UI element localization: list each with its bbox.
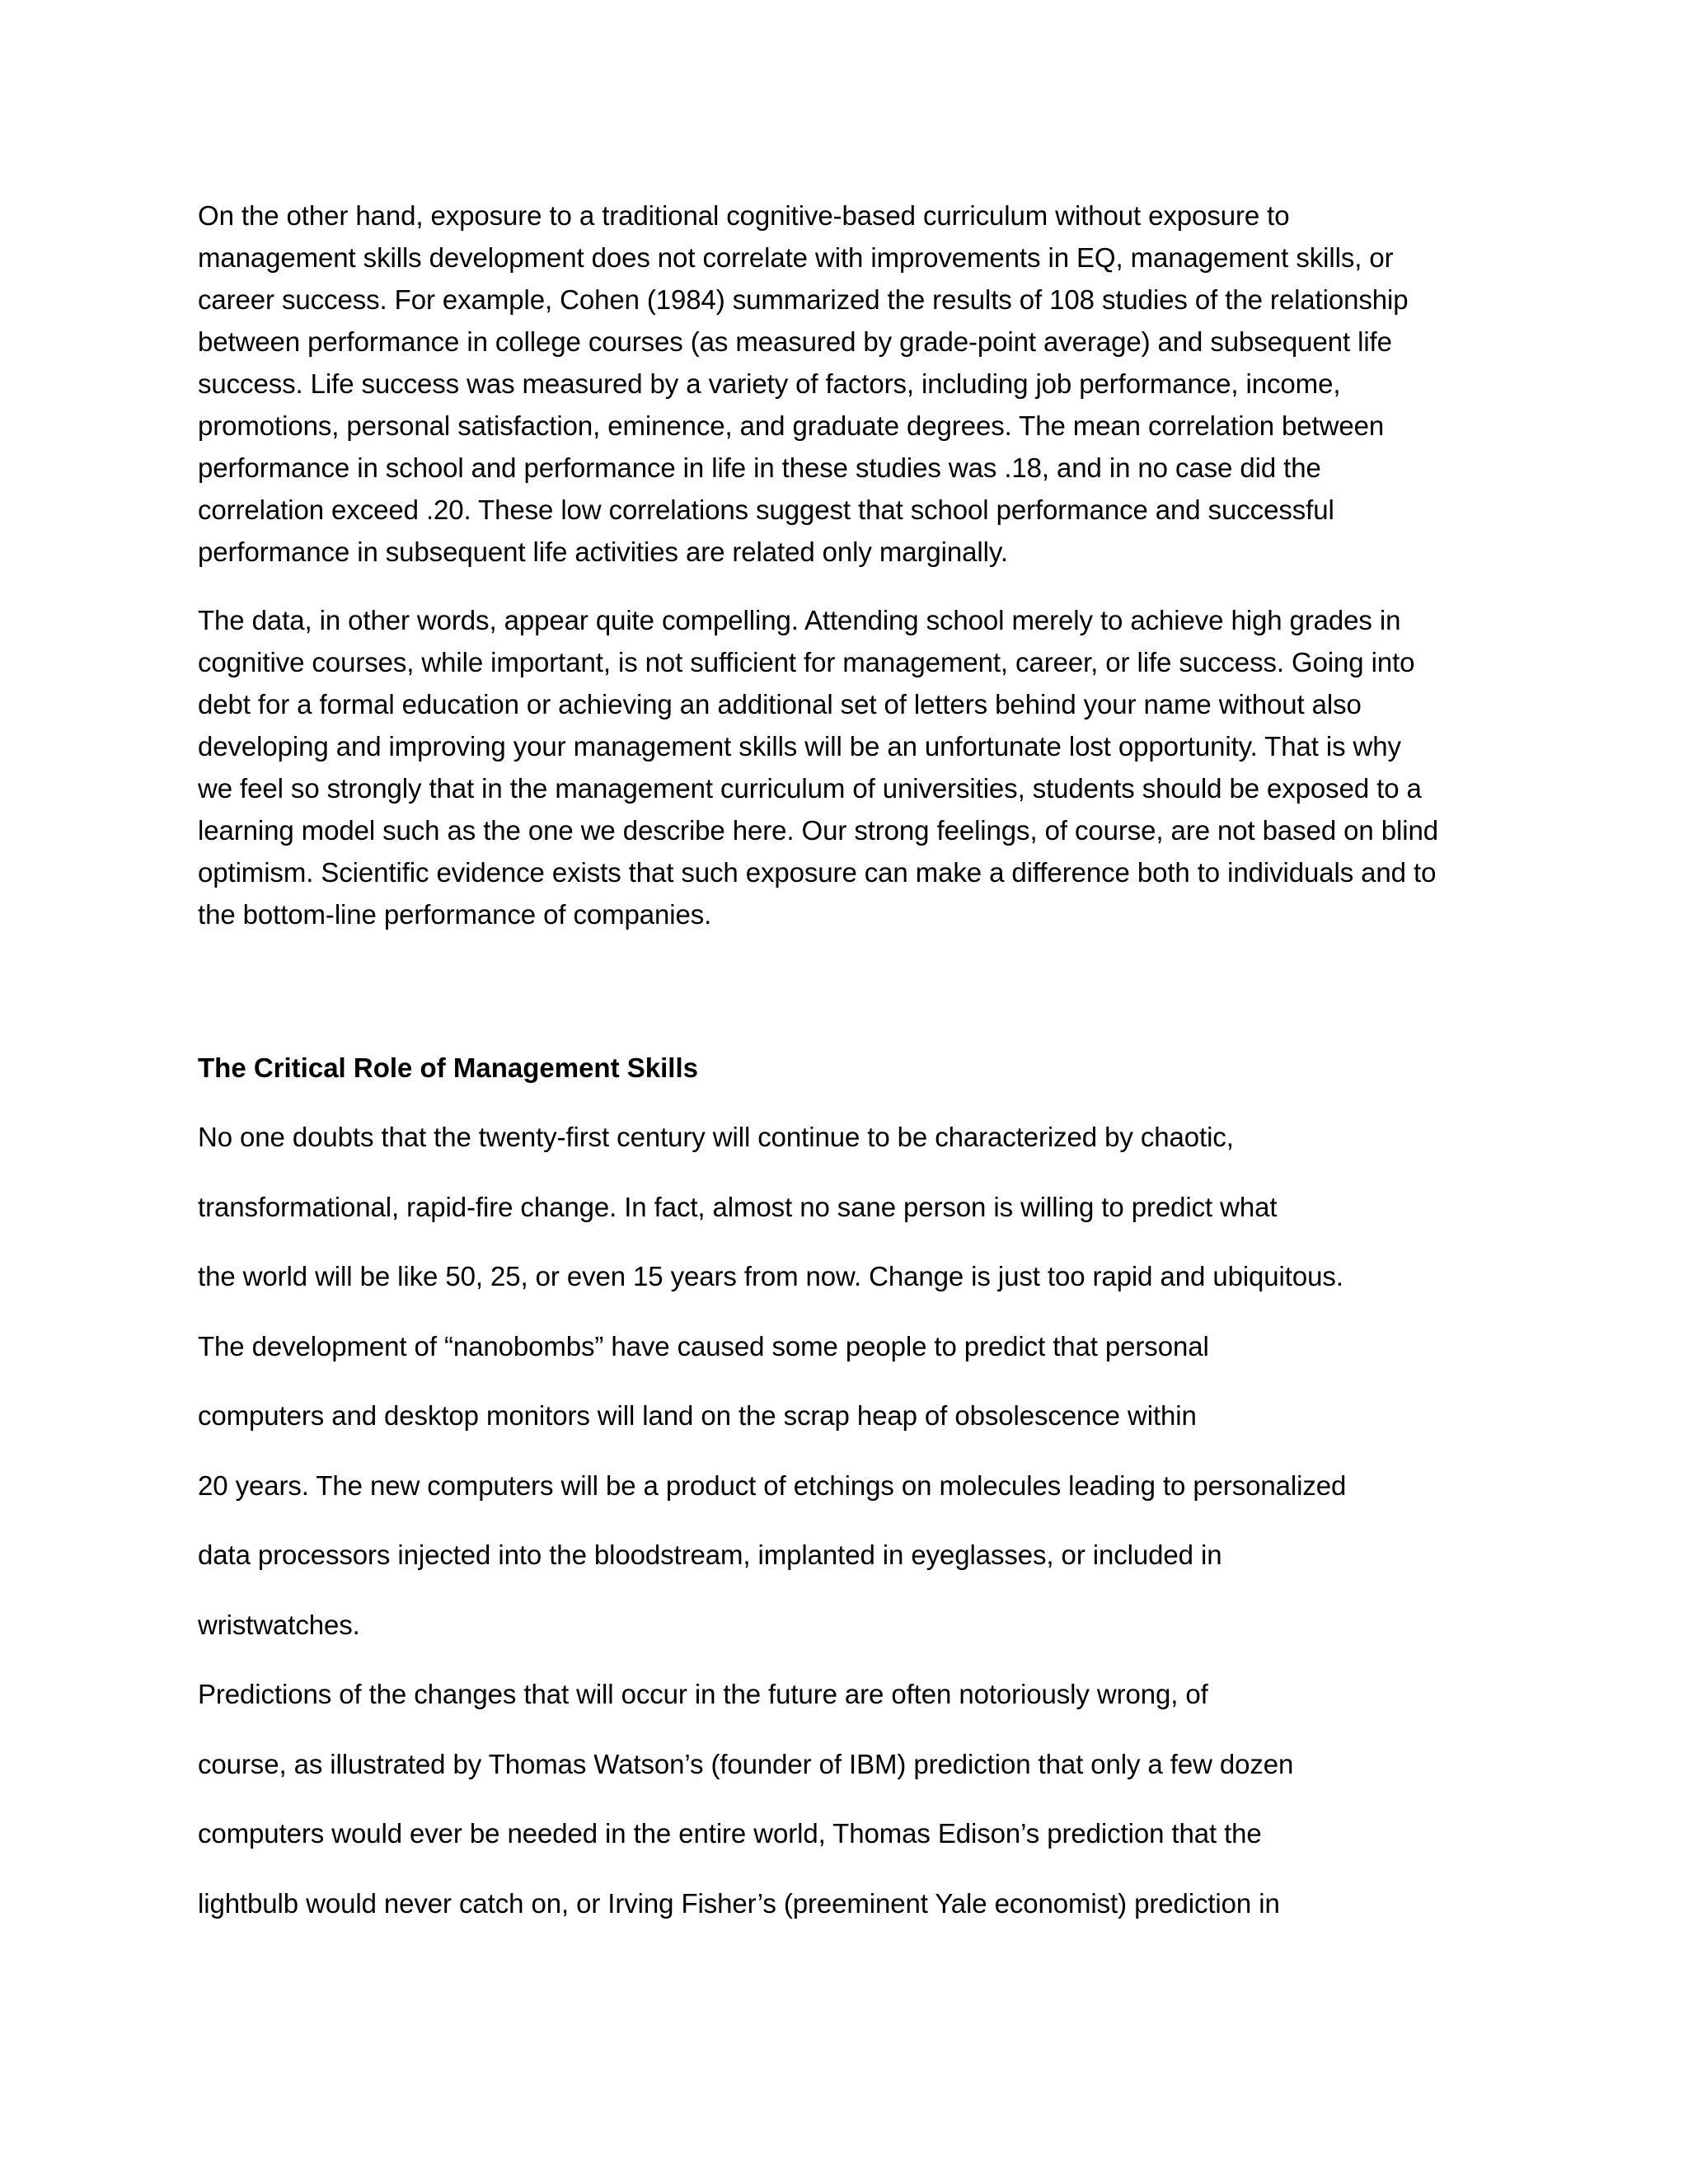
paragraph-line: transformational, rapid-fire change. In fact, almost no sane person is willing to predict what [198, 1191, 1278, 1222]
paragraph-line: debt for a formal education or achieving an additional set of letters behind your name without also [198, 689, 1362, 719]
paragraph-line: No one doubts that the twenty-first century will continue to be characterized by chaotic, [198, 1122, 1234, 1152]
paragraph-line: The data, in other words, appear quite compelling. Attending school merely to achieve high grades in [198, 605, 1401, 635]
paragraph-line: correlation exceed .20. These low correlations suggest that school performance and successful [198, 494, 1334, 525]
paragraph-line: course, as illustrated by Thomas Watson’s (founder of IBM) prediction that only a few dozen [198, 1748, 1294, 1779]
paragraph-line: On the other hand, exposure to a traditional cognitive-based curriculum without exposure to [198, 200, 1290, 231]
paragraph-line: we feel so strongly that in the management curriculum of universities, students should be exposed to a [198, 773, 1422, 804]
paragraph-data-compelling [198, 599, 1517, 935]
paragraph-line: learning model such as the one we describe here. Our strong feelings, of course, are not based on blind [198, 815, 1438, 846]
paragraph-line: cognitive courses, while important, is not sufficient for management, career, or life success. Going into [198, 647, 1415, 677]
paragraph-predictions [198, 1673, 1517, 1952]
paragraph-line: the bottom-line performance of companies. [198, 899, 712, 930]
paragraph-line: promotions, personal satisfaction, eminence, and graduate degrees. The mean correlation between [198, 410, 1385, 441]
paragraph-line: performance in school and performance in life in these studies was .18, and in no case did the [198, 452, 1321, 483]
paragraph-line: wristwatches. [198, 1609, 360, 1640]
paragraph-line: The development of “nanobombs” have caused some people to predict that personal [198, 1330, 1209, 1361]
paragraph-line: management skills development does not correlate with improvements in EQ, management skills, or [198, 242, 1394, 273]
paragraph-line: computers and desktop monitors will land on the scrap heap of obsolescence within [198, 1400, 1197, 1431]
paragraph-line: developing and improving your management skills will be an unfortunate lost opportunity. That is why [198, 731, 1401, 762]
paragraph-line: Predictions of the changes that will occur in the future are often notoriously wrong, of [198, 1679, 1208, 1709]
paragraph-line: 20 years. The new computers will be a product of etchings on molecules leading to personalized [198, 1469, 1347, 1501]
paragraph-line: lightbulb would never catch on, or Irving Fisher’s (preeminent Yale economist) prediction in [198, 1887, 1280, 1919]
paragraph-line: performance in subsequent life activities are related only marginally. [198, 537, 1008, 567]
section-heading: The Critical Role of Management Skills [198, 1052, 698, 1083]
document-body [198, 194, 1517, 1952]
paragraph-line: optimism. Scientific evidence exists that such exposure can make a difference both to individuals and to [198, 857, 1437, 888]
paragraph-line: the world will be like 50, 25, or even 15 years from now. Change is just too rapid and ubiquitous. [198, 1261, 1343, 1291]
paragraph-line: computers would ever be needed in the entire world, Thomas Edison’s prediction that the [198, 1818, 1262, 1849]
paragraph-line: success. Life success was measured by a variety of factors, including job performance, income, [198, 368, 1341, 399]
paragraph-cognitive-curriculum [198, 194, 1517, 573]
paragraph-line: career success. For example, Cohen (1984) summarized the results of 108 studies of the relationship [198, 284, 1409, 315]
paragraph-line: data processors injected into the bloodstream, implanted in eyeglasses, or included in [198, 1540, 1222, 1570]
paragraph-line: between performance in college courses (as measured by grade-point average) and subsequent life [198, 326, 1392, 357]
paragraph-rapid-change [198, 1116, 1517, 1673]
